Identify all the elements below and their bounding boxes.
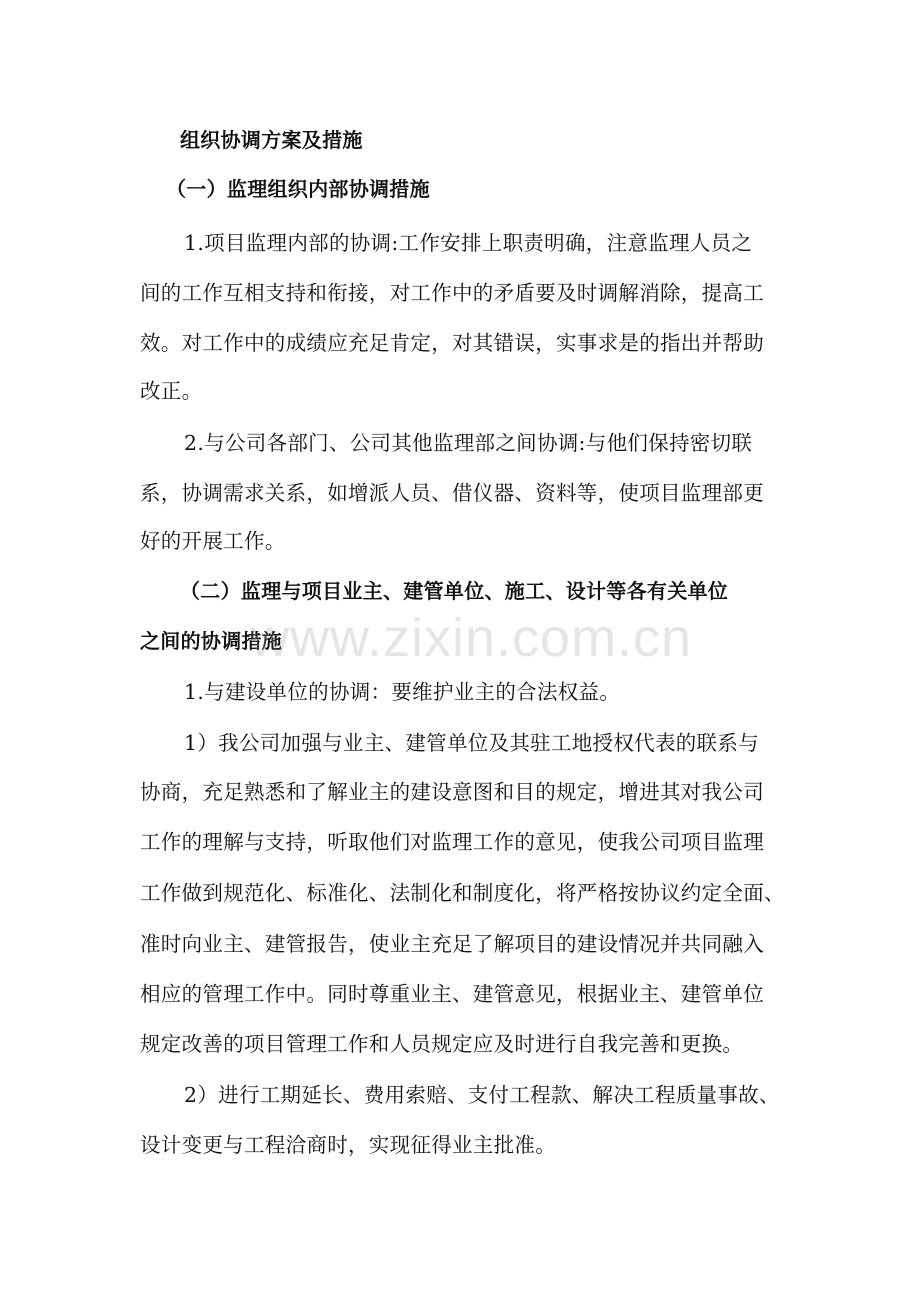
paragraph-line: 工作做到规范化、标准化、法制化和制度化，将严格按协议约定全面、 [140, 881, 785, 905]
section-2-heading: （二）监理与项目业主、建管单位、施工、设计等各有关单位 [180, 579, 729, 603]
paragraph-line: 好的开展工作。 [140, 529, 286, 553]
paragraph-line: 准时向业主、建管报告，使业主充足了解项目的建设情况并共同融入 [140, 932, 764, 956]
paragraph-line: 1）我公司加强与业主、建管单位及其驻工地授权代表的联系与 [184, 731, 759, 755]
paragraph-line: 1.项目监理内部的协调:工作安排上职责明确，注意监理人员之 [184, 231, 753, 255]
paragraph-line: 系，协调需求关系，如增派人员、借仪器、资料等，使项目监理部更 [140, 481, 764, 505]
document-title: 组织协调方案及措施 [180, 128, 363, 152]
section-1-heading: （一）监理组织内部协调措施 [166, 177, 430, 201]
paragraph-line: 2）进行工期延长、费用索赔、支付工程款、解决工程质量事故、 [184, 1083, 780, 1107]
watermark: www.zixin.com.cn [250, 608, 693, 668]
section-2-heading-continued: 之间的协调措施 [140, 629, 283, 653]
paragraph-line: 规定改善的项目管理工作和人员规定应及时进行自我完善和更换。 [140, 1032, 744, 1056]
paragraph-line: 工作的理解与支持，听取他们对监理工作的意见，使我公司项目监理 [140, 830, 764, 854]
paragraph-line: 改正。 [140, 379, 203, 403]
paragraph-line: 1.与建设单位的协调：要维护业主的合法权益。 [184, 680, 621, 704]
paragraph-line: 间的工作互相支持和衔接，对工作中的矛盾要及时调解消除，提高工 [140, 281, 764, 305]
paragraph-line: 2.与公司各部门、公司其他监理部之间协调:与他们保持密切联 [184, 431, 753, 455]
paragraph-line: 相应的管理工作中。同时尊重业主、建管意见，根据业主、建管单位 [140, 982, 764, 1006]
paragraph-line: 协商，充足熟悉和了解业主的建设意图和目的规定，增进其对我公司 [140, 780, 764, 804]
paragraph-line: 效。对工作中的成绩应充足肯定，对其错误，实事求是的指出并帮助 [140, 331, 764, 355]
paragraph-line: 设计变更与工程洽商时，实现征得业主批准。 [140, 1133, 556, 1157]
